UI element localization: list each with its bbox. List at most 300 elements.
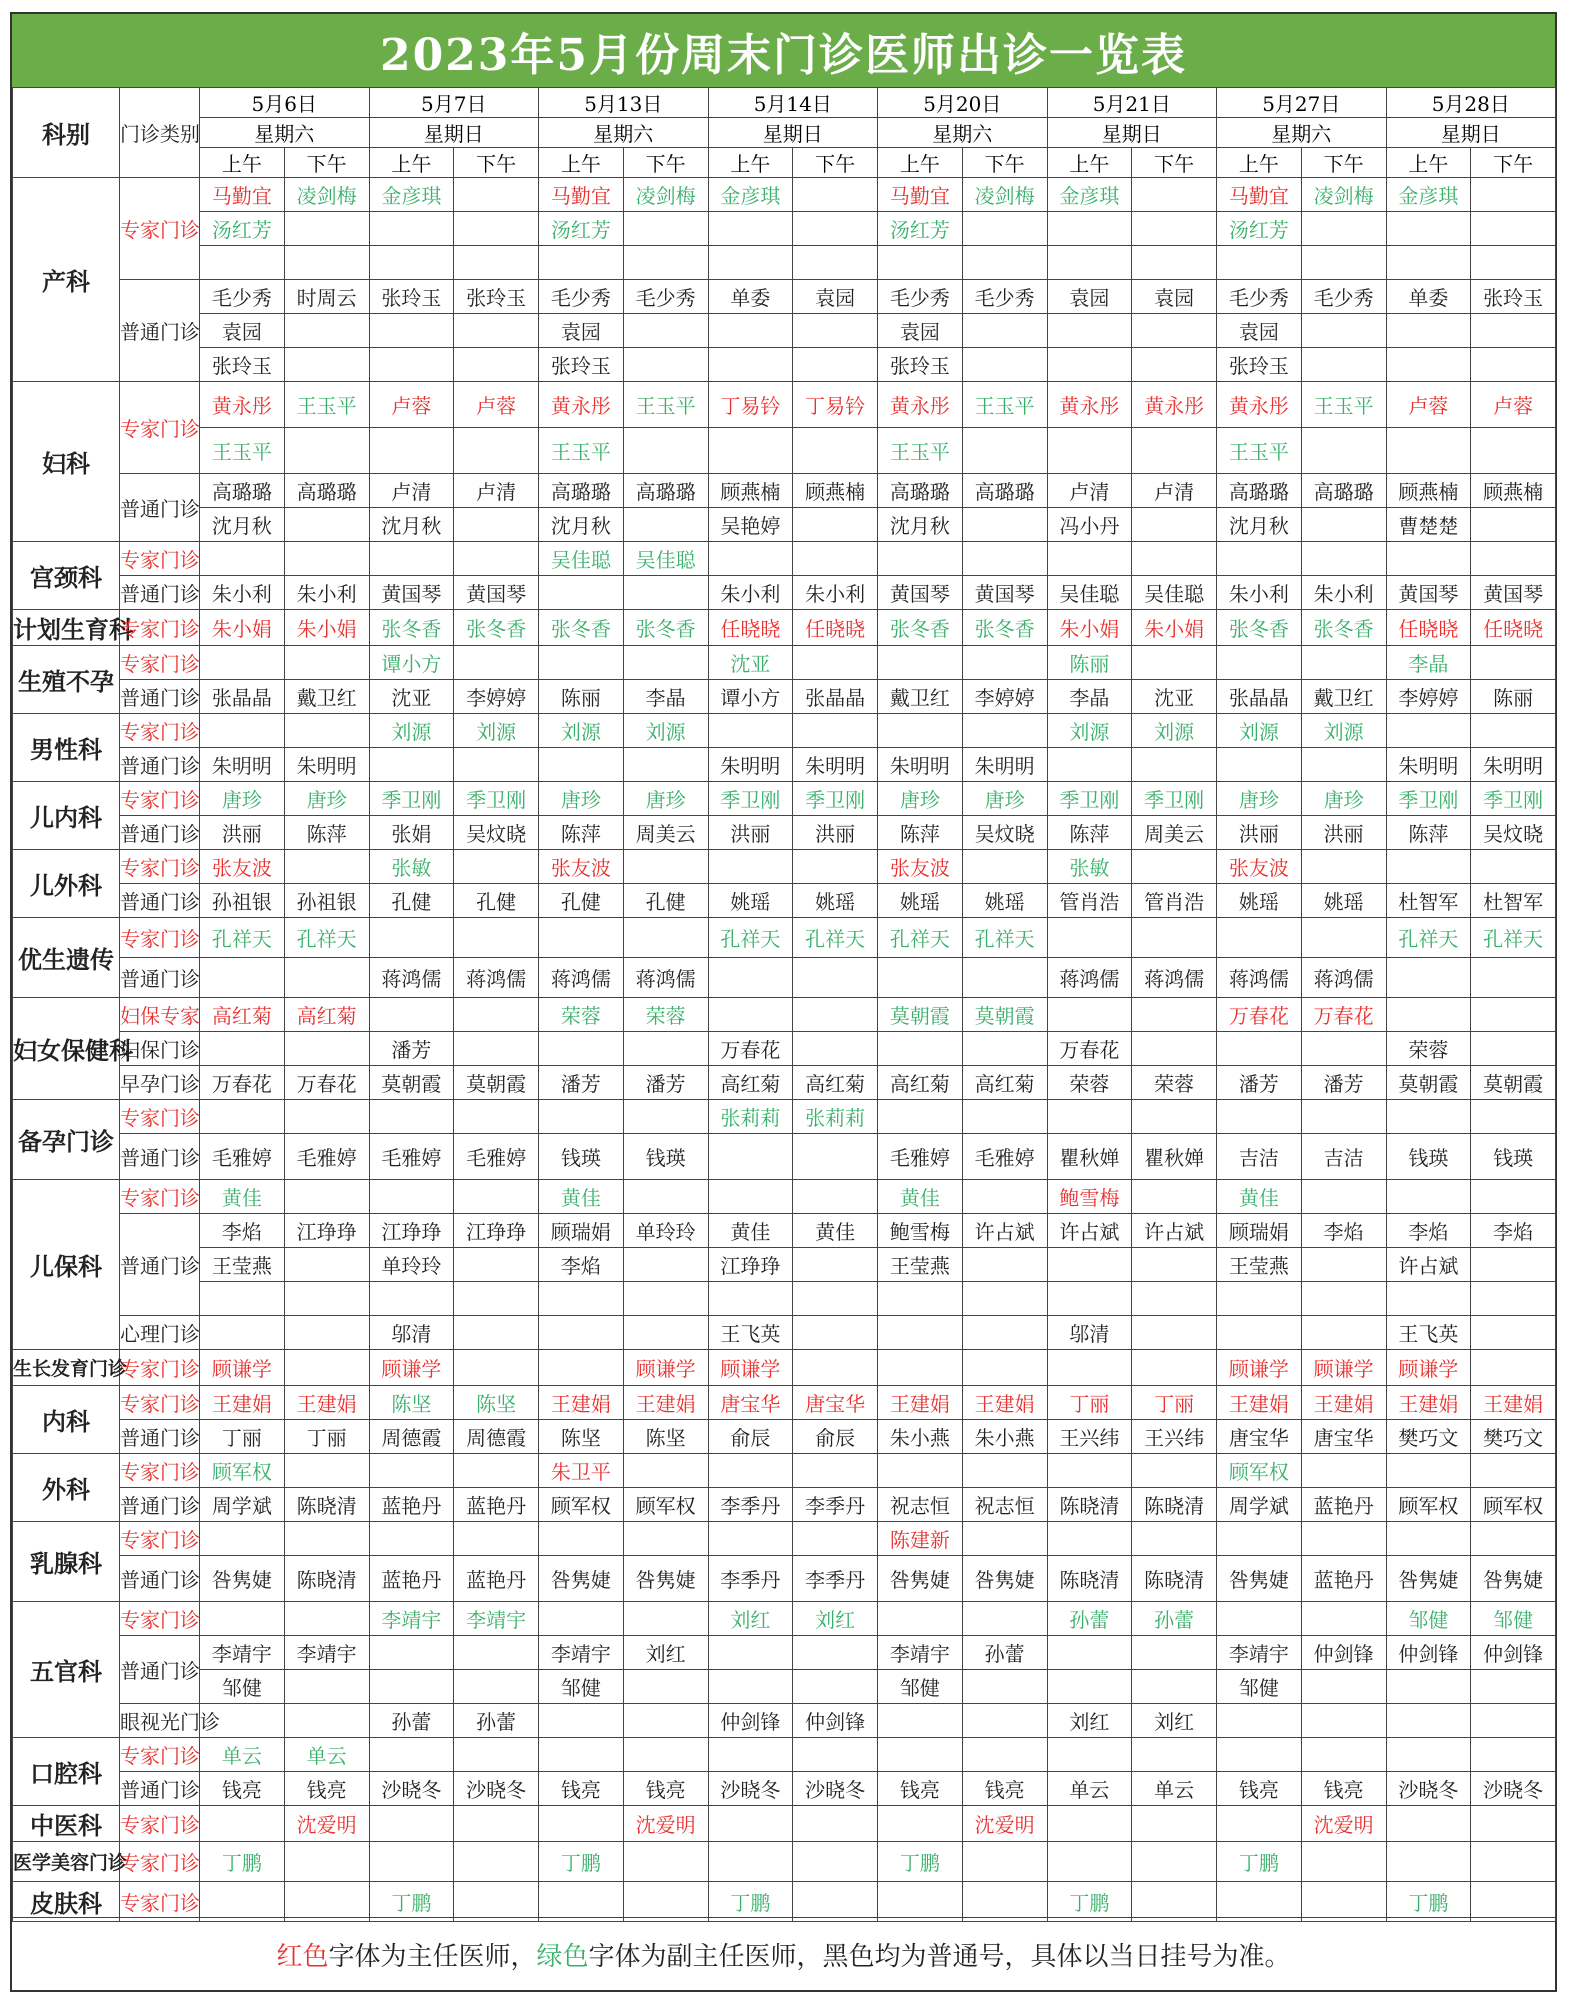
doctor-cell: 黄佳 xyxy=(793,1214,878,1248)
header-row-dates xyxy=(13,88,1556,118)
doctor-cell: 黄永彤 xyxy=(200,382,285,428)
clinic-type-cell: 普通门诊 xyxy=(120,280,200,382)
doctor-cell xyxy=(1301,646,1386,680)
doctor-cell: 王莹燕 xyxy=(200,1248,285,1282)
doctor-cell xyxy=(1471,850,1556,884)
doctor-cell xyxy=(1471,1842,1556,1882)
doctor-cell xyxy=(793,646,878,680)
doctor-cell xyxy=(708,1806,793,1842)
doctor-cell xyxy=(1132,314,1217,348)
schedule-row xyxy=(13,474,1556,508)
doctor-cell: 黄永彤 xyxy=(1047,382,1132,428)
doctor-cell: 顾谦学 xyxy=(200,1350,285,1386)
doctor-cell: 李晶 xyxy=(623,680,708,714)
doctor-cell xyxy=(878,1882,963,1922)
doctor-cell: 戴卫红 xyxy=(878,680,963,714)
doctor-cell: 金彦琪 xyxy=(1386,178,1471,212)
legend-text-1: 字体为主任医师， xyxy=(328,1941,537,1972)
doctor-cell: 陈建新 xyxy=(878,1522,963,1556)
doctor-cell xyxy=(1132,646,1217,680)
pm-header: 下午 xyxy=(284,148,369,178)
doctor-cell: 丁鹏 xyxy=(1047,1882,1132,1922)
doctor-cell xyxy=(793,1522,878,1556)
doctor-cell xyxy=(369,542,454,576)
doctor-cell: 张冬香 xyxy=(623,610,708,646)
doctor-cell: 朱小娟 xyxy=(1132,610,1217,646)
doctor-cell: 袁园 xyxy=(1217,314,1302,348)
doctor-cell xyxy=(1471,1882,1556,1922)
doctor-cell: 王玉平 xyxy=(1217,428,1302,474)
doctor-cell: 李焰 xyxy=(1471,1214,1556,1248)
doctor-cell: 潘芳 xyxy=(623,1066,708,1100)
doctor-cell xyxy=(623,348,708,382)
doctor-cell xyxy=(1047,1454,1132,1488)
doctor-cell xyxy=(793,1350,878,1386)
schedule-row xyxy=(13,1420,1556,1454)
doctor-cell: 吴艳婷 xyxy=(708,508,793,542)
doctor-cell xyxy=(454,1882,539,1922)
doctor-cell: 丁鹏 xyxy=(1217,1842,1302,1882)
doctor-cell: 凌剑梅 xyxy=(1301,178,1386,212)
doctor-cell xyxy=(1471,1454,1556,1488)
doctor-cell: 顾军权 xyxy=(1217,1454,1302,1488)
doctor-cell xyxy=(793,850,878,884)
doctor-cell: 刘红 xyxy=(793,1602,878,1636)
doctor-cell: 汤红芳 xyxy=(878,212,963,246)
doctor-cell: 黄永彤 xyxy=(1217,382,1302,428)
pm-header: 下午 xyxy=(1471,148,1556,178)
doctor-cell: 孔祥天 xyxy=(878,918,963,958)
department-cell: 儿保科 xyxy=(13,1180,120,1350)
doctor-cell: 刘源 xyxy=(1047,714,1132,748)
doctor-cell: 李靖宇 xyxy=(1217,1636,1302,1670)
department-cell: 妇科 xyxy=(13,382,120,542)
doctor-cell: 金彦琪 xyxy=(369,178,454,212)
doctor-cell xyxy=(1217,1522,1302,1556)
doctor-cell xyxy=(1132,1806,1217,1842)
doctor-cell: 黄佳 xyxy=(539,1180,624,1214)
doctor-cell: 季卫刚 xyxy=(454,782,539,816)
doctor-cell: 高璐璐 xyxy=(284,474,369,508)
doctor-cell: 李靖宇 xyxy=(539,1636,624,1670)
doctor-cell: 单玲玲 xyxy=(369,1248,454,1282)
doctor-cell xyxy=(284,714,369,748)
doctor-cell: 刘红 xyxy=(708,1602,793,1636)
doctor-cell: 沈爱明 xyxy=(962,1806,1047,1842)
doctor-cell: 单云 xyxy=(200,1738,285,1772)
doctor-cell xyxy=(962,428,1047,474)
doctor-cell: 洪丽 xyxy=(793,816,878,850)
doctor-cell xyxy=(793,178,878,212)
doctor-cell: 陈晓清 xyxy=(1132,1556,1217,1602)
doctor-cell: 王兴纬 xyxy=(1132,1420,1217,1454)
doctor-cell: 陈丽 xyxy=(1047,646,1132,680)
schedule-row xyxy=(13,1670,1556,1704)
doctor-cell: 钱瑛 xyxy=(539,1134,624,1180)
doctor-cell: 荣蓉 xyxy=(1132,1066,1217,1100)
doctor-cell: 李靖宇 xyxy=(878,1636,963,1670)
doctor-cell xyxy=(623,1842,708,1882)
doctor-cell: 江琤琤 xyxy=(284,1214,369,1248)
doctor-cell: 江琤琤 xyxy=(369,1214,454,1248)
doctor-cell: 莫朝霞 xyxy=(1471,1066,1556,1100)
department-cell: 五官科 xyxy=(13,1602,120,1738)
doctor-cell: 张友波 xyxy=(200,850,285,884)
doctor-cell xyxy=(793,212,878,246)
doctor-cell: 刘红 xyxy=(1132,1704,1217,1738)
doctor-cell xyxy=(454,348,539,382)
doctor-cell: 管肖浩 xyxy=(1132,884,1217,918)
doctor-cell: 毛少秀 xyxy=(878,280,963,314)
doctor-cell: 咎隽婕 xyxy=(200,1556,285,1602)
doctor-cell xyxy=(369,918,454,958)
doctor-cell xyxy=(1301,1602,1386,1636)
doctor-cell: 李焰 xyxy=(539,1248,624,1282)
doctor-cell: 孔健 xyxy=(369,884,454,918)
doctor-cell: 李焰 xyxy=(200,1214,285,1248)
doctor-cell xyxy=(539,918,624,958)
doctor-cell xyxy=(369,246,454,280)
doctor-cell xyxy=(878,1602,963,1636)
doctor-cell xyxy=(1301,1670,1386,1704)
schedule-row xyxy=(13,1386,1556,1420)
doctor-cell: 朱明明 xyxy=(1386,748,1471,782)
doctor-cell: 丁易钤 xyxy=(708,382,793,428)
doctor-cell: 卢清 xyxy=(369,474,454,508)
doctor-cell: 咎隽婕 xyxy=(878,1556,963,1602)
weekday-header: 星期日 xyxy=(1047,118,1217,148)
doctor-cell: 毛少秀 xyxy=(623,280,708,314)
am-header: 上午 xyxy=(1386,148,1471,178)
department-cell: 医学美容门诊 xyxy=(13,1842,120,1882)
doctor-cell: 季卫刚 xyxy=(369,782,454,816)
doctor-cell xyxy=(284,1670,369,1704)
doctor-cell xyxy=(200,646,285,680)
doctor-cell: 钱亮 xyxy=(962,1772,1047,1806)
doctor-cell xyxy=(1386,1180,1471,1214)
doctor-cell xyxy=(1217,1316,1302,1350)
doctor-cell xyxy=(454,178,539,212)
doctor-cell xyxy=(369,212,454,246)
doctor-cell xyxy=(623,1522,708,1556)
doctor-cell xyxy=(878,1738,963,1772)
doctor-cell: 袁园 xyxy=(1047,280,1132,314)
pm-header: 下午 xyxy=(793,148,878,178)
doctor-cell xyxy=(793,1738,878,1772)
doctor-cell xyxy=(962,314,1047,348)
schedule-row xyxy=(13,1738,1556,1772)
weekday-header: 星期日 xyxy=(708,118,878,148)
doctor-cell: 高红菊 xyxy=(708,1066,793,1100)
doctor-cell: 邬清 xyxy=(1047,1316,1132,1350)
doctor-cell: 孔健 xyxy=(623,884,708,918)
doctor-cell: 朱小利 xyxy=(1301,576,1386,610)
doctor-cell xyxy=(1047,998,1132,1032)
am-header: 上午 xyxy=(200,148,285,178)
doctor-cell: 钱亮 xyxy=(623,1772,708,1806)
doctor-cell: 张晶晶 xyxy=(1217,680,1302,714)
doctor-cell: 许占斌 xyxy=(1047,1214,1132,1248)
doctor-cell: 高璐璐 xyxy=(962,474,1047,508)
doctor-cell xyxy=(623,576,708,610)
doctor-cell: 黄佳 xyxy=(708,1214,793,1248)
doctor-cell: 沈爱明 xyxy=(1301,1806,1386,1842)
schedule-row xyxy=(13,1316,1556,1350)
doctor-cell: 马勤宜 xyxy=(878,178,963,212)
doctor-cell: 潘芳 xyxy=(1301,1066,1386,1100)
doctor-cell: 沈爱明 xyxy=(623,1806,708,1842)
doctor-cell: 荣蓉 xyxy=(1386,1032,1471,1066)
doctor-cell: 咎隽婕 xyxy=(1386,1556,1471,1602)
doctor-cell xyxy=(1217,1806,1302,1842)
doctor-cell: 潘芳 xyxy=(539,1066,624,1100)
clinic-type-cell: 专家门诊 xyxy=(120,542,200,576)
pm-header: 下午 xyxy=(623,148,708,178)
am-header: 上午 xyxy=(1047,148,1132,178)
doctor-cell xyxy=(623,1282,708,1316)
doctor-cell: 高红菊 xyxy=(200,998,285,1032)
doctor-cell: 潘芳 xyxy=(369,1032,454,1066)
type-header: 门诊类别 xyxy=(120,88,200,178)
doctor-cell xyxy=(539,1522,624,1556)
schedule-row xyxy=(13,1772,1556,1806)
schedule-row xyxy=(13,1282,1556,1316)
schedule-row xyxy=(13,998,1556,1032)
doctor-cell xyxy=(200,246,285,280)
doctor-cell xyxy=(878,1282,963,1316)
doctor-cell: 张友波 xyxy=(539,850,624,884)
doctor-cell: 王玉平 xyxy=(962,382,1047,428)
doctor-cell: 王建娟 xyxy=(539,1386,624,1420)
doctor-cell xyxy=(200,1522,285,1556)
schedule-row xyxy=(13,314,1556,348)
doctor-cell xyxy=(1301,508,1386,542)
doctor-cell: 丁易钤 xyxy=(793,382,878,428)
doctor-cell xyxy=(793,1282,878,1316)
doctor-cell xyxy=(623,1602,708,1636)
doctor-cell: 洪丽 xyxy=(1301,816,1386,850)
doctor-cell xyxy=(793,1842,878,1882)
doctor-cell: 高红菊 xyxy=(878,1066,963,1100)
doctor-cell: 王建娟 xyxy=(623,1386,708,1420)
doctor-cell: 洪丽 xyxy=(708,816,793,850)
doctor-cell: 沈月秋 xyxy=(878,508,963,542)
doctor-cell xyxy=(962,246,1047,280)
doctor-cell xyxy=(454,246,539,280)
doctor-cell xyxy=(1047,1522,1132,1556)
doctor-cell: 高红菊 xyxy=(962,1066,1047,1100)
schedule-row xyxy=(13,542,1556,576)
doctor-cell xyxy=(1386,1100,1471,1134)
doctor-cell xyxy=(793,714,878,748)
schedule-row xyxy=(13,1100,1556,1134)
doctor-cell: 蓝艳丹 xyxy=(1301,1556,1386,1602)
doctor-cell: 王玉平 xyxy=(1301,382,1386,428)
schedule-row xyxy=(13,1522,1556,1556)
doctor-cell: 李婷婷 xyxy=(454,680,539,714)
doctor-cell: 朱小娟 xyxy=(200,610,285,646)
doctor-cell xyxy=(623,508,708,542)
schedule-row xyxy=(13,714,1556,748)
pm-header: 下午 xyxy=(1301,148,1386,178)
doctor-cell: 季卫刚 xyxy=(1386,782,1471,816)
doctor-cell xyxy=(962,1180,1047,1214)
doctor-cell: 沈爱明 xyxy=(284,1806,369,1842)
doctor-cell: 万春花 xyxy=(1217,998,1302,1032)
doctor-cell xyxy=(793,958,878,998)
doctor-cell xyxy=(1132,1248,1217,1282)
doctor-cell xyxy=(1047,1100,1132,1134)
doctor-cell xyxy=(793,1248,878,1282)
doctor-cell xyxy=(1301,1100,1386,1134)
header-row-halfday xyxy=(13,148,1556,178)
doctor-cell: 顾瑞娟 xyxy=(1217,1214,1302,1248)
doctor-cell: 黄国琴 xyxy=(878,576,963,610)
schedule-row xyxy=(13,884,1556,918)
schedule-row xyxy=(13,646,1556,680)
doctor-cell: 刘源 xyxy=(369,714,454,748)
doctor-cell: 孔祥天 xyxy=(1471,918,1556,958)
doctor-cell: 许占斌 xyxy=(962,1214,1047,1248)
date-header: 5月27日 xyxy=(1217,88,1387,118)
doctor-cell: 王莹燕 xyxy=(1217,1248,1302,1282)
doctor-cell xyxy=(539,1316,624,1350)
doctor-cell: 时周云 xyxy=(284,280,369,314)
doctor-cell xyxy=(708,850,793,884)
doctor-cell: 唐宝华 xyxy=(1217,1420,1302,1454)
doctor-cell: 孔祥天 xyxy=(284,918,369,958)
doctor-cell: 高璐璐 xyxy=(1217,474,1302,508)
doctor-cell xyxy=(1471,178,1556,212)
doctor-cell xyxy=(793,1454,878,1488)
doctor-cell: 咎隽婕 xyxy=(1217,1556,1302,1602)
doctor-cell: 张冬香 xyxy=(539,610,624,646)
doctor-cell xyxy=(1217,1704,1302,1738)
doctor-cell: 张玲玉 xyxy=(539,348,624,382)
doctor-cell: 朱明明 xyxy=(1471,748,1556,782)
doctor-cell: 丁鹏 xyxy=(200,1842,285,1882)
doctor-cell xyxy=(1301,212,1386,246)
am-header: 上午 xyxy=(878,148,963,178)
date-header: 5月20日 xyxy=(878,88,1048,118)
doctor-cell xyxy=(454,1454,539,1488)
doctor-cell xyxy=(708,212,793,246)
doctor-cell: 毛雅婷 xyxy=(962,1134,1047,1180)
doctor-cell xyxy=(284,1316,369,1350)
doctor-cell: 刘源 xyxy=(1132,714,1217,748)
doctor-cell: 张冬香 xyxy=(1301,610,1386,646)
doctor-cell: 荣蓉 xyxy=(623,998,708,1032)
doctor-cell xyxy=(623,314,708,348)
clinic-type-cell: 普通门诊 xyxy=(120,474,200,542)
doctor-cell: 王建娟 xyxy=(962,1386,1047,1420)
doctor-cell xyxy=(1047,1806,1132,1842)
doctor-cell: 顾军权 xyxy=(539,1488,624,1522)
doctor-cell xyxy=(708,958,793,998)
doctor-cell xyxy=(962,508,1047,542)
doctor-cell xyxy=(1217,918,1302,958)
doctor-cell: 王玉平 xyxy=(623,382,708,428)
doctor-cell: 陈萍 xyxy=(878,816,963,850)
schedule-row xyxy=(13,748,1556,782)
schedule-row xyxy=(13,428,1556,474)
doctor-cell xyxy=(200,1100,285,1134)
doctor-cell: 樊巧文 xyxy=(1386,1420,1471,1454)
doctor-cell: 吴佳聪 xyxy=(1132,576,1217,610)
doctor-cell: 丁鹏 xyxy=(708,1882,793,1922)
doctor-cell: 祝志恒 xyxy=(878,1488,963,1522)
doctor-cell: 管肖浩 xyxy=(1047,884,1132,918)
doctor-cell xyxy=(200,1882,285,1922)
doctor-cell: 朱小利 xyxy=(708,576,793,610)
doctor-cell xyxy=(454,646,539,680)
doctor-cell: 丁丽 xyxy=(284,1420,369,1454)
doctor-cell: 顾谦学 xyxy=(623,1350,708,1386)
doctor-cell: 王建娟 xyxy=(284,1386,369,1420)
doctor-cell xyxy=(962,1602,1047,1636)
clinic-type-cell: 专家门诊 xyxy=(120,714,200,748)
doctor-cell xyxy=(793,1636,878,1670)
doctor-cell xyxy=(793,1806,878,1842)
doctor-cell xyxy=(1047,212,1132,246)
doctor-cell xyxy=(962,1316,1047,1350)
doctor-cell xyxy=(623,1454,708,1488)
schedule-row xyxy=(13,1066,1556,1100)
weekday-header: 星期六 xyxy=(539,118,709,148)
doctor-cell: 张冬香 xyxy=(369,610,454,646)
dept-header: 科别 xyxy=(13,88,120,178)
doctor-cell xyxy=(1471,998,1556,1032)
doctor-cell: 唐珍 xyxy=(878,782,963,816)
doctor-cell: 张友波 xyxy=(1217,850,1302,884)
doctor-cell xyxy=(793,542,878,576)
clinic-type-cell: 专家门诊 xyxy=(120,646,200,680)
doctor-cell: 李靖宇 xyxy=(454,1602,539,1636)
clinic-type-cell: 专家门诊 xyxy=(120,1350,200,1386)
doctor-cell: 孙蕾 xyxy=(962,1636,1047,1670)
schedule-row xyxy=(13,816,1556,850)
doctor-cell xyxy=(284,1882,369,1922)
doctor-cell xyxy=(1132,1636,1217,1670)
doctor-cell xyxy=(1386,1454,1471,1488)
doctor-cell: 孙蕾 xyxy=(369,1704,454,1738)
doctor-cell: 蒋鸿儒 xyxy=(369,958,454,998)
doctor-cell: 季卫刚 xyxy=(1132,782,1217,816)
doctor-cell xyxy=(200,1806,285,1842)
doctor-cell xyxy=(1301,1704,1386,1738)
doctor-cell: 邹健 xyxy=(878,1670,963,1704)
doctor-cell xyxy=(1217,1100,1302,1134)
doctor-cell xyxy=(623,646,708,680)
doctor-cell xyxy=(793,1032,878,1066)
clinic-type-cell: 专家门诊 xyxy=(120,1386,200,1420)
doctor-cell: 顾谦学 xyxy=(1301,1350,1386,1386)
doctor-cell: 邹健 xyxy=(1471,1602,1556,1636)
doctor-cell xyxy=(1386,1704,1471,1738)
schedule-row xyxy=(13,918,1556,958)
doctor-cell xyxy=(962,348,1047,382)
doctor-cell xyxy=(878,1704,963,1738)
doctor-cell xyxy=(962,1738,1047,1772)
doctor-cell xyxy=(539,646,624,680)
doctor-cell xyxy=(284,1454,369,1488)
department-cell: 男性科 xyxy=(13,714,120,782)
doctor-cell xyxy=(1132,1842,1217,1882)
doctor-cell xyxy=(623,1100,708,1134)
doctor-cell xyxy=(369,428,454,474)
doctor-cell xyxy=(1471,958,1556,998)
doctor-cell xyxy=(454,1100,539,1134)
